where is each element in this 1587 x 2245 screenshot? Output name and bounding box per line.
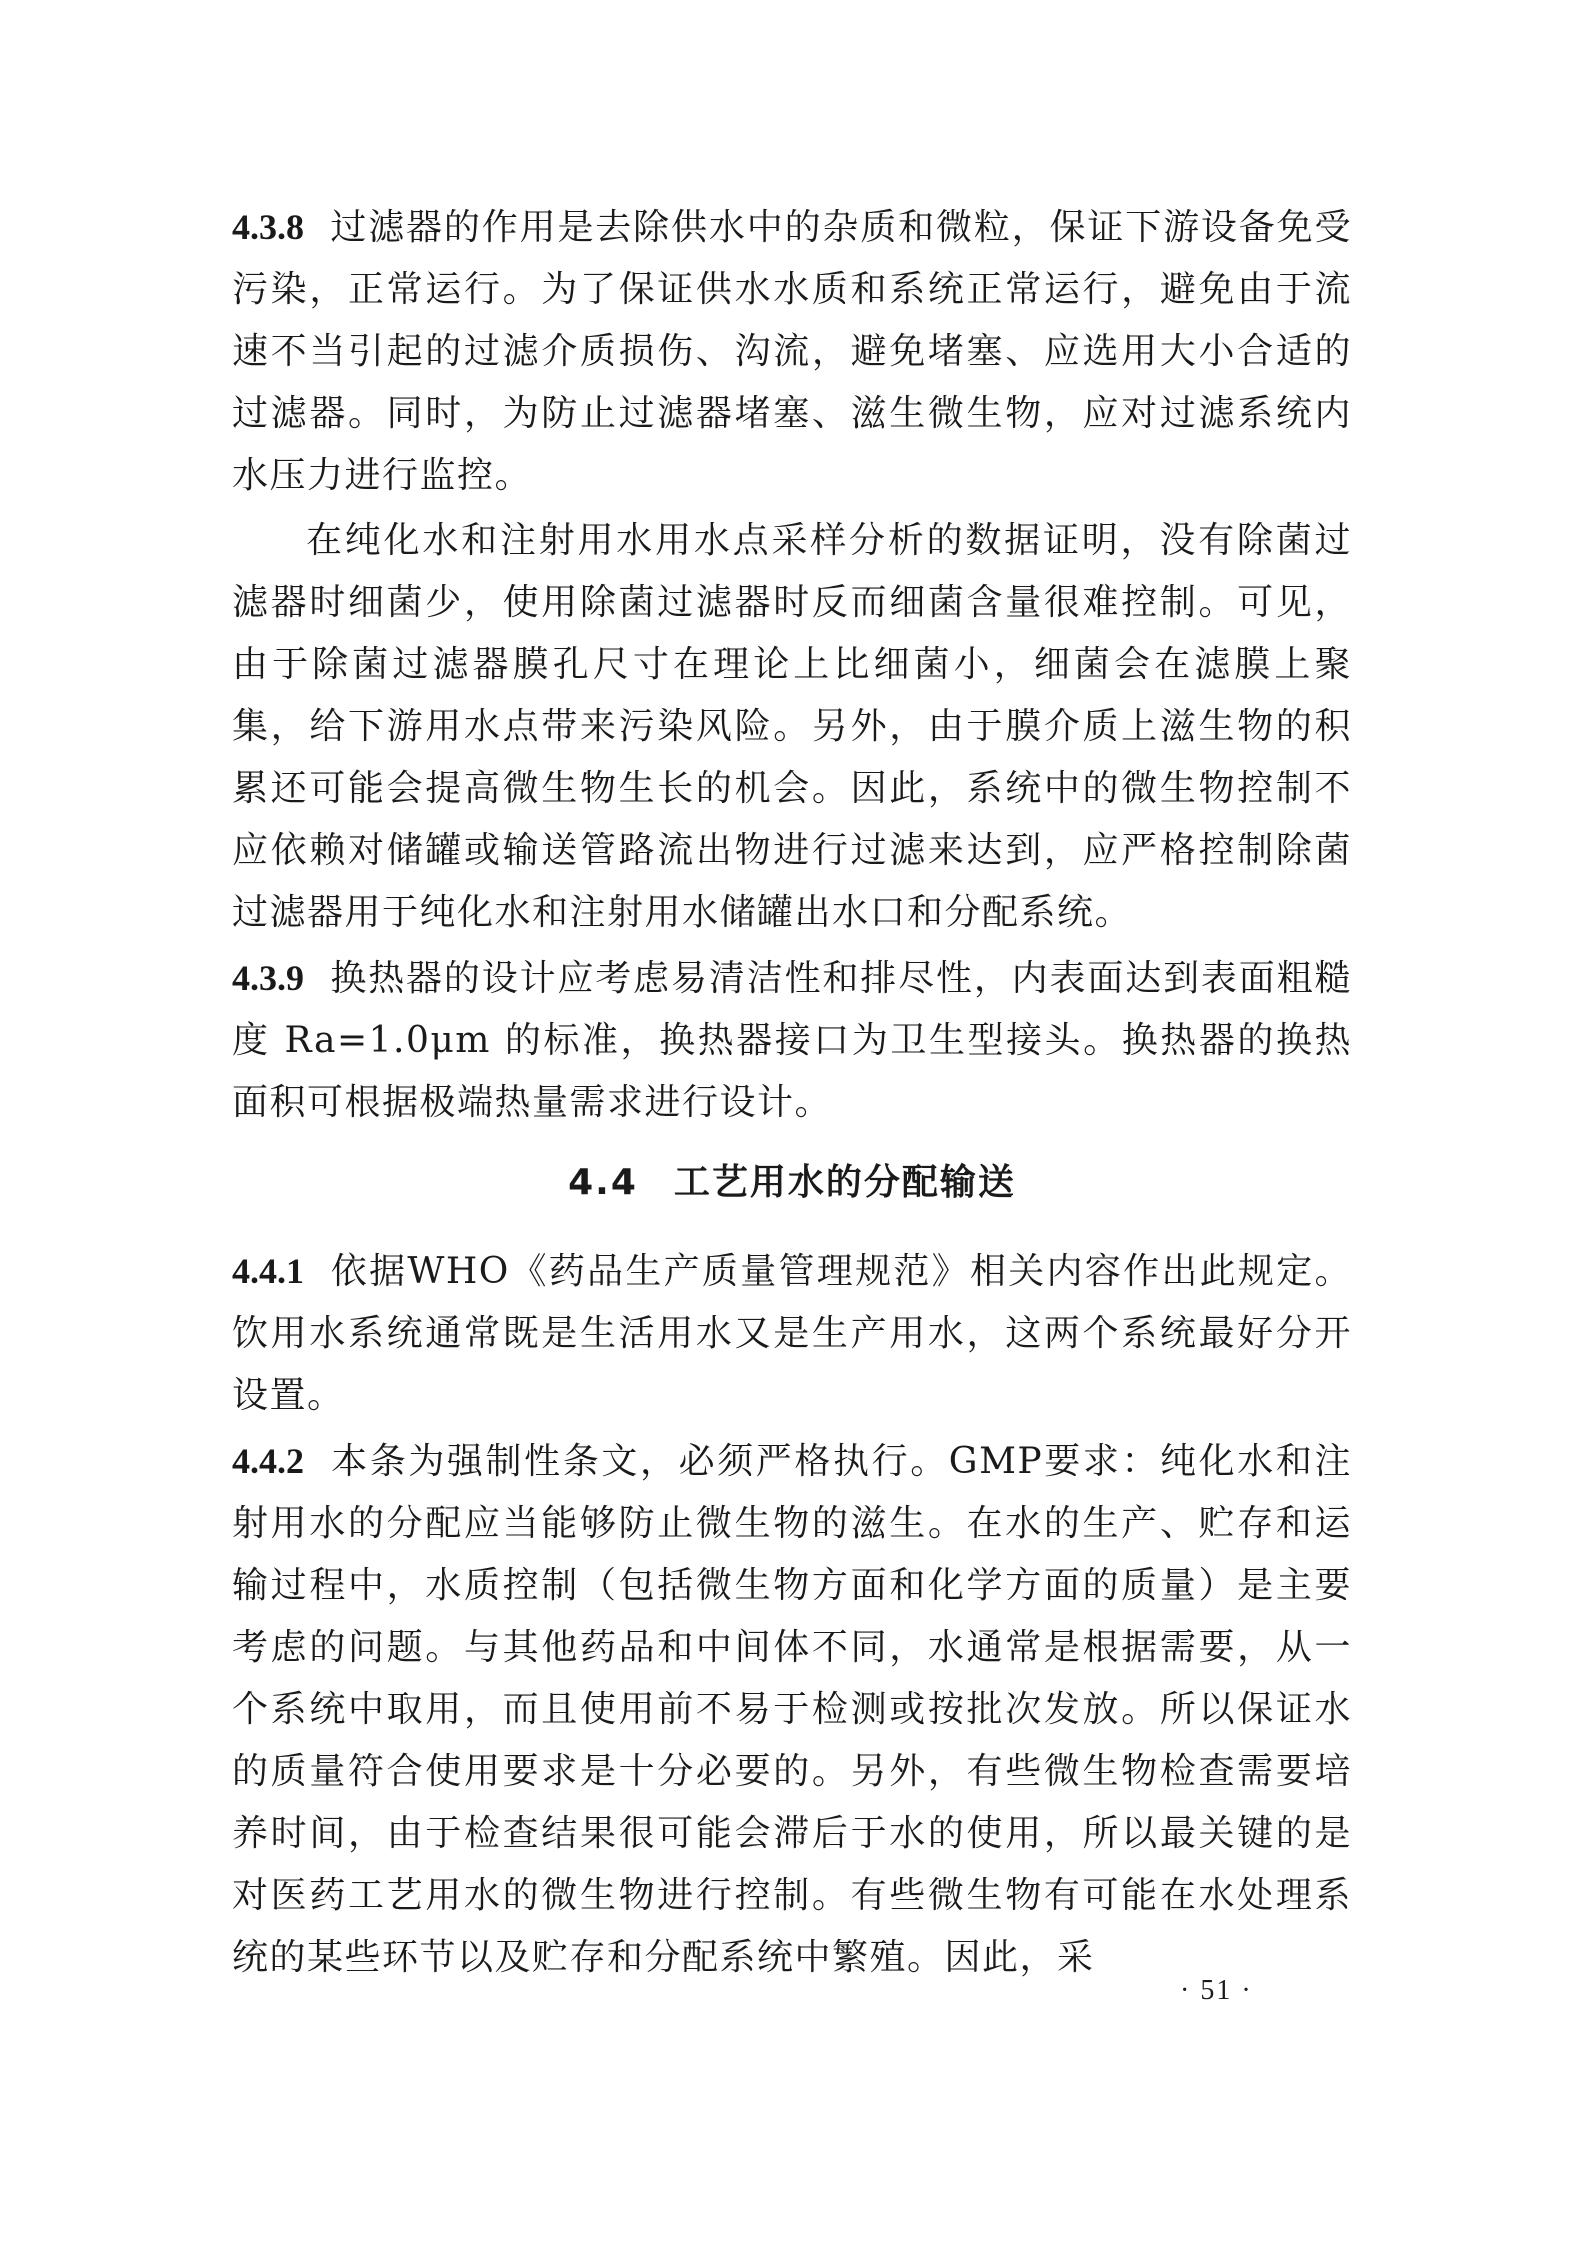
clause-4-3-8-paragraph-2: 在纯化水和注射用水用水点采样分析的数据证明，没有除菌过滤器时细菌少，使用除菌过滤器时反而细菌含量很难控制。可见，由于除菌过滤器膜孔尺寸在理论上比细菌小，细菌会在滤膜上聚集，给下游用水点带来污染风险。另外，由于膜介质上滋生物的积累还可能会提高微生物生长的机会。因此，系统中的微生物控制不应依赖对储罐或输送管路流出物进行过滤来达到，应严格控制除菌过滤器用于纯化水和注射用水储罐出水口和分配系统。 (232, 520, 1352, 933)
clause-number: 4.3.8 (232, 207, 304, 247)
clause-text: 依据WHO《药品生产质量管理规范》相关内容作出此规定。饮用水系统通常既是生活用水又是生产用水，这两个系统最好分开设置。 (232, 1251, 1352, 1416)
document-body (232, 196, 1352, 1992)
page-number: · 51 · (1180, 1975, 1253, 2006)
clause-4-4-1 (232, 1240, 1352, 1427)
clause-text: 过滤器的作用是去除供水中的杂质和微粒，保证下游设备免受污染，正常运行。为了保证供水水质和系统正常运行，避免由于流速不当引起的过滤介质损伤、沟流，避免堵塞、应选用大小合适的过滤器。同时，为防止过滤器堵塞、滋生微生物，应对过滤系统内水压力进行监控。 (232, 207, 1352, 496)
clause-number: 4.4.1 (232, 1251, 304, 1291)
clause-4-3-9 (232, 947, 1352, 1134)
clause-4-4-2 (232, 1430, 1352, 1989)
section-title: 工艺用水的分配输送 (673, 1162, 1016, 1203)
section-number: 4.4 (568, 1162, 638, 1203)
clause-number: 4.4.2 (232, 1441, 304, 1481)
section-heading-4-4 (232, 1152, 1352, 1214)
clause-text: 本条为强制性条文，必须严格执行。GMP要求：纯化水和注射用水的分配应当能够防止微生物的滋生。在水的生产、贮存和运输过程中，水质控制（包括微生物方面和化学方面的质量）是主要考虑的问题。与其他药品和中间体不同，水通常是根据需要，从一个系统中取用，而且使用前不易于检测或按批次发放。所以保证水的质量符合使用要求是十分必要的。另外，有些微生物检查需要培养时间，由于检查结果很可能会滞后于水的使用，所以最关键的是对医药工艺用水的微生物进行控制。有些微生物有可能在水处理系统的某些环节以及贮存和分配系统中繁殖。因此，采 (232, 1441, 1352, 1978)
clause-text: 换热器的设计应考虑易清洁性和排尽性，内表面达到表面粗糙度 Ra=1.0μm 的标准，换热器接口为卫生型接头。换热器的换热面积可根据极端热量需求进行设计。 (232, 958, 1352, 1123)
clause-number: 4.3.9 (232, 958, 304, 998)
clause-4-3-8 (232, 196, 1352, 507)
